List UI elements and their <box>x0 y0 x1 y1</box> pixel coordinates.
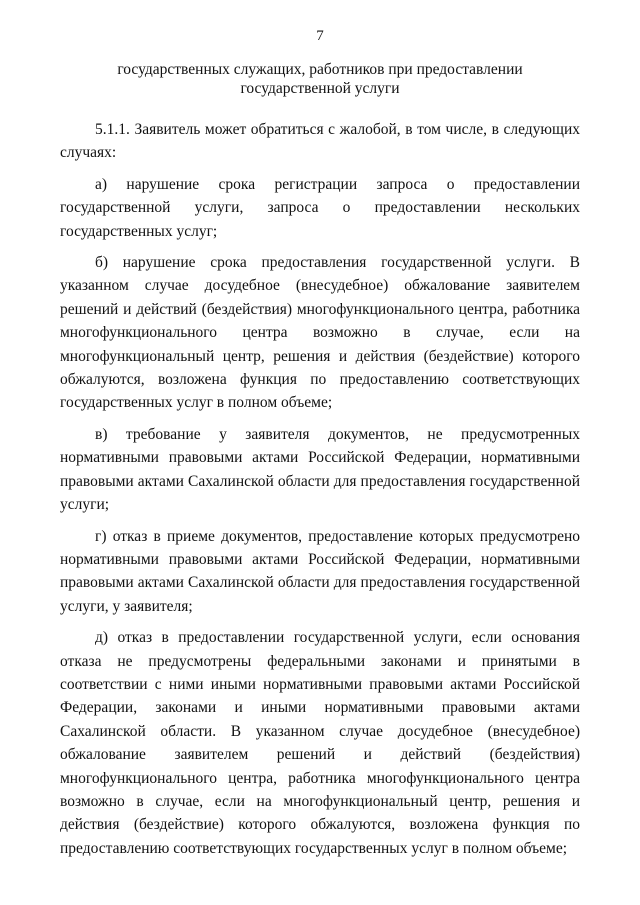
document-body <box>60 118 580 860</box>
section-heading-line-2: государственной услуги <box>240 80 400 97</box>
paragraph-item-d: д) отказ в предоставлении государственной услуги, если основания отказа не предусмотрены федеральными законами и принятыми в соответствии с ними иными нормативными правовыми актами Российской Федерации, законами и иными нормативными правовыми актами Сахалинской области. В указанном случае досудебное (внесудебное) обжалование заявителем решений и действий (бездействия) многофункционального центра, работника многофункционального центра возможно в случае, если на многофункциональный центр, решения и действия (бездействие) которого обжалуются, возложена функция по предоставлению соответствующих государственных услуг в полном объеме; <box>60 629 580 857</box>
section-heading <box>60 60 580 98</box>
paragraph-item-b: б) нарушение срока предоставления государственной услуги. В указанном случае досудебное (внесудебное) обжалование заявителем решений и действий (бездействия) многофункционального центра, работника многофункционального центра возможно в случае, если на многофункциональный центр, решения и действия (бездействие) которого обжалуются, возложена функция по предоставлению соответствующих государственных услуг в полном объеме; <box>60 254 580 412</box>
paragraph-5-1-1: 5.1.1. Заявитель может обратиться с жалобой, в том числе, в следующих случаях: <box>60 121 580 162</box>
section-heading-line-1: государственных служащих, работников при предоставлении <box>117 61 523 78</box>
paragraph-item-v: в) требование у заявителя документов, не предусмотренных нормативными правовыми актами Российской Федерации, нормативными правовыми актами Сахалинской области для предоставления государственной услуги; <box>60 425 580 514</box>
paragraph-item-a: а) нарушение срока регистрации запроса о предоставлении государственной услуги, запроса о предоставлении нескольких государственных услуг; <box>60 175 580 240</box>
paragraph-item-g: г) отказ в приеме документов, предоставление которых предусмотрено нормативными правовыми актами Российской Федерации, нормативными правовыми актами Сахалинской области для предоставления государственной услуги, у заявителя; <box>60 527 580 615</box>
page-number: 7 <box>316 28 324 44</box>
